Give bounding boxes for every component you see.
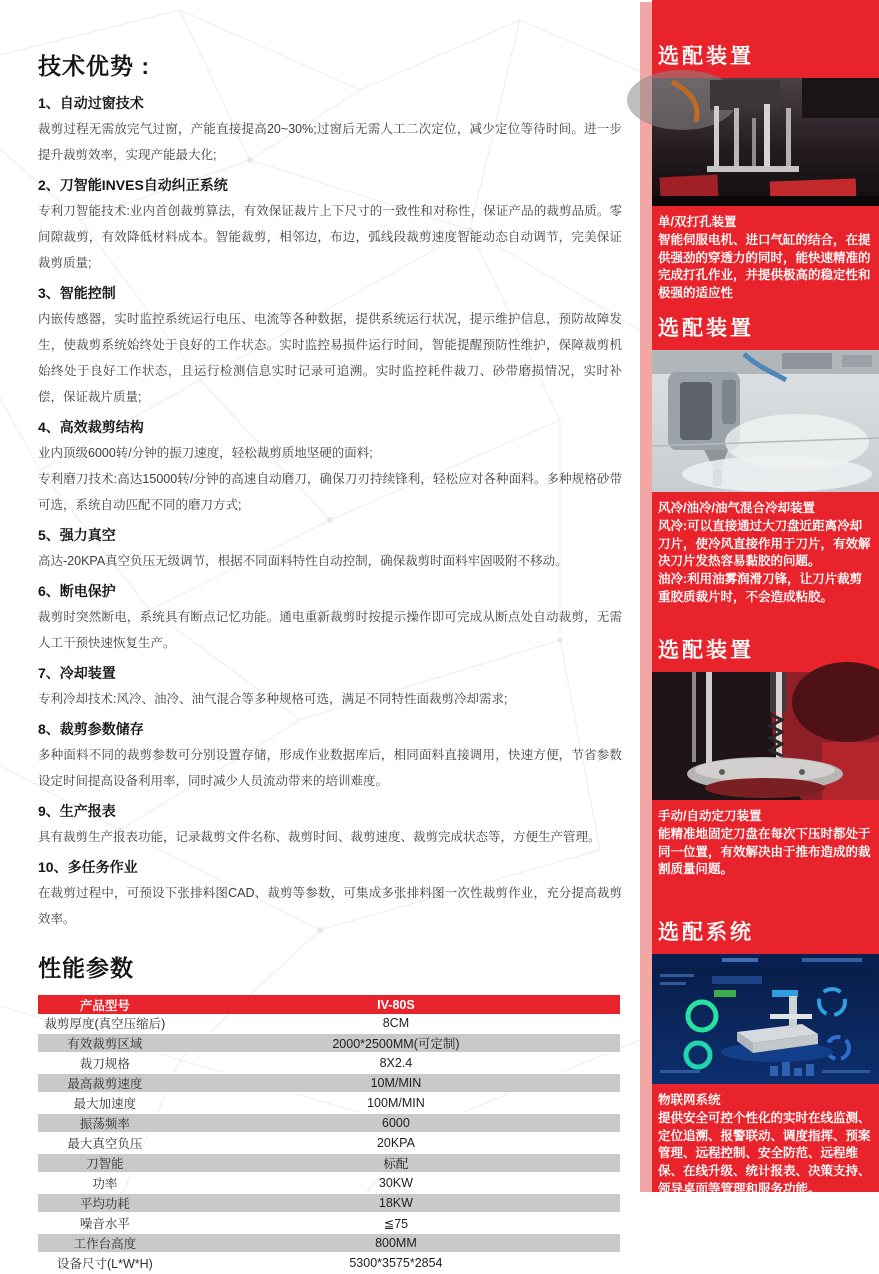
tech-section-title: 7、冷却装置 bbox=[38, 665, 116, 681]
spec-row-value: 2000*2500MM(可定制) bbox=[172, 1033, 620, 1053]
spec-row bbox=[38, 1033, 620, 1053]
sidebar-caption bbox=[652, 800, 879, 879]
performance-params-heading: 性能参数 bbox=[38, 955, 134, 981]
spec-table bbox=[38, 995, 620, 1274]
tech-section-title: 8、裁剪参数储存 bbox=[38, 721, 144, 737]
tech-section bbox=[38, 417, 622, 518]
spec-row bbox=[38, 1213, 620, 1233]
tech-paragraph: 业内顶级6000转/分钟的振刀速度，轻松裁剪质地坚硬的面料; bbox=[38, 446, 373, 460]
tech-section-title: 3、智能控制 bbox=[38, 285, 116, 301]
tech-section-body bbox=[38, 198, 622, 276]
pink-accent-strip bbox=[640, 2, 652, 1192]
sidebar-section-cooling bbox=[652, 312, 879, 607]
spec-row-value: 8X2.4 bbox=[172, 1053, 620, 1073]
device-description: 风冷:可以直接通过大刀盘近距离冷却刀片，使冷风直接作用于刀片，有效解决刀片发热容易黏胶的问题。 bbox=[658, 518, 871, 569]
spec-row-label: 工作台高度 bbox=[38, 1233, 172, 1253]
tech-section-title: 2、刀智能INVES自动纠正系统 bbox=[38, 177, 228, 193]
tech-section bbox=[38, 801, 622, 850]
tech-section-body bbox=[38, 306, 622, 410]
spec-row-value: 100M/MIN bbox=[172, 1093, 620, 1113]
tech-paragraph: 具有裁剪生产报表功能，记录裁剪文件名称、裁剪时间、裁剪速度、裁剪完成状态等，方便生产管理。 bbox=[38, 830, 601, 844]
tech-section-body bbox=[38, 686, 622, 712]
spec-row-label: 最大加速度 bbox=[38, 1093, 172, 1113]
sidebar-section-title: 选配装置 bbox=[658, 45, 754, 68]
tech-paragraph: 在裁剪过程中，可预设下张排料图CAD、裁剪等参数，可集成多张排料图一次性裁剪作业，充分提高裁剪效率。 bbox=[38, 886, 622, 926]
spec-row bbox=[38, 1153, 620, 1173]
spec-row-value: 8CM bbox=[172, 1014, 620, 1033]
spec-row bbox=[38, 1233, 620, 1253]
device-description: 油冷:利用油雾润滑刀锋，让刀片裁剪重胶质裁片时，不会造成粘胶。 bbox=[658, 572, 863, 604]
spec-row bbox=[38, 1133, 620, 1153]
spec-row-label: 有效裁剪区域 bbox=[38, 1033, 172, 1053]
spec-row-label: 噪音水平 bbox=[38, 1213, 172, 1233]
tech-paragraph: 专利磨刀技术:高达15000转/分钟的高速自动磨刀，确保刀刃持续锋利，轻松应对各种面料。多种规格砂带可选，系统自动匹配不同的磨刀方式; bbox=[38, 472, 622, 512]
tech-section-body bbox=[38, 880, 622, 932]
spec-row-label: 平均功耗 bbox=[38, 1193, 172, 1213]
spec-row bbox=[38, 1173, 620, 1193]
tech-section-title: 9、生产报表 bbox=[38, 803, 116, 819]
tech-section-body bbox=[38, 440, 622, 518]
sidebar-caption bbox=[652, 1084, 879, 1199]
spec-row-label: 最大真空负压 bbox=[38, 1133, 172, 1153]
tech-paragraph: 高达-20KPA真空负压无级调节，根据不同面料特性自动控制，确保裁剪时面料牢固吸附不移动。 bbox=[38, 554, 568, 568]
knife-fixing-device-photo bbox=[652, 672, 879, 800]
spec-row-label: 裁刀规格 bbox=[38, 1053, 172, 1073]
tech-section-title: 10、多任务作业 bbox=[38, 859, 138, 875]
spec-row-label: 裁剪厚度(真空压缩后) bbox=[38, 1014, 172, 1033]
cooling-device-photo bbox=[652, 350, 879, 492]
tech-section-body bbox=[38, 548, 622, 574]
tech-paragraph: 裁剪过程无需放完气过窗，产能直接提高20~30%;过窗后无需人工二次定位，减少定位等待时间。进一步提升裁剪效率，实现产能最大化; bbox=[38, 122, 622, 162]
spec-row bbox=[38, 1193, 620, 1213]
sidebar-section-title: 选配装置 bbox=[658, 639, 754, 662]
spec-row bbox=[38, 1053, 620, 1073]
tech-sections bbox=[38, 93, 622, 932]
spec-row-value: 18KW bbox=[172, 1193, 620, 1213]
tech-section-title: 5、强力真空 bbox=[38, 527, 116, 543]
tech-section-body bbox=[38, 604, 622, 656]
device-name: 单/双打孔装置 bbox=[658, 215, 737, 229]
iot-dashboard-photo bbox=[652, 954, 879, 1084]
options-sidebar bbox=[640, 0, 879, 1196]
tech-section bbox=[38, 719, 622, 794]
spec-row bbox=[38, 1093, 620, 1113]
tech-section bbox=[38, 283, 622, 410]
sidebar-section-title: 选配系统 bbox=[658, 921, 754, 944]
punch-device-photo bbox=[652, 78, 879, 206]
spec-row-value: 标配 bbox=[172, 1153, 620, 1173]
spec-row-value: ≦75 bbox=[172, 1213, 620, 1233]
device-name: 手动/自动定刀装置 bbox=[658, 809, 762, 823]
device-name: 物联网系统 bbox=[658, 1093, 721, 1107]
sidebar-caption bbox=[652, 492, 879, 607]
tech-paragraph: 多种面料不同的裁剪参数可分别设置存储，形成作业数据库后，相同面料直接调用，快速方便，节省参数设定时间提高设备利用率，同时减少人员流动带来的培训难度。 bbox=[38, 748, 622, 788]
tech-paragraph: 专利刀智能技术:业内首创裁剪算法，有效保证裁片上下尺寸的一致性和对称性，保证产品的裁剪品质。零间隙裁剪，有效降低材料成本。智能裁剪，相邻边，布边，弧线段裁剪速度智能动态自动调节，完美保证裁剪质量; bbox=[38, 204, 622, 270]
sidebar-caption bbox=[652, 206, 879, 303]
spec-row-label: 最高裁剪速度 bbox=[38, 1073, 172, 1093]
spec-row-value: 10M/MIN bbox=[172, 1073, 620, 1093]
tech-section bbox=[38, 857, 622, 932]
sidebar-section-title: 选配装置 bbox=[658, 317, 754, 340]
tech-section-body bbox=[38, 116, 622, 168]
device-description: 能精准地固定刀盘在每次下压时都处于同一位置，有效解决由于推布造成的裁割质量问题。 bbox=[658, 826, 871, 877]
spec-table-header-row bbox=[38, 995, 620, 1014]
spec-row-value: 5300*3575*2854 bbox=[172, 1253, 620, 1273]
spec-row-value: 6000 bbox=[172, 1113, 620, 1133]
tech-section-title: 1、自动过窗技术 bbox=[38, 95, 144, 111]
tech-section-title: 4、高效裁剪结构 bbox=[38, 419, 144, 435]
spec-header-value: IV-80S bbox=[377, 997, 415, 1012]
tech-section-body bbox=[38, 824, 622, 850]
tech-section-title: 6、断电保护 bbox=[38, 583, 116, 599]
spec-row bbox=[38, 1073, 620, 1093]
tech-paragraph: 裁剪时突然断电，系统具有断点记忆功能。通电重新裁剪时按提示操作即可完成从断点处自动裁剪，无需人工干预快速恢复生产。 bbox=[38, 610, 622, 650]
tech-advantages-heading: 技术优势 : bbox=[38, 53, 151, 79]
tech-section bbox=[38, 175, 622, 276]
tech-paragraph: 专利冷却技术:风冷、油冷、油气混合等多种规格可选，满足不同特性面裁剪冷却需求; bbox=[38, 692, 508, 706]
sidebar-section-knife-fixing bbox=[652, 634, 879, 879]
spec-table-body bbox=[38, 1014, 620, 1273]
spec-row-label: 功率 bbox=[38, 1173, 172, 1193]
tech-section-body bbox=[38, 742, 622, 794]
spec-row bbox=[38, 1253, 620, 1273]
spec-row bbox=[38, 1113, 620, 1133]
tech-section bbox=[38, 581, 622, 656]
device-description: 提供安全可控个性化的实时在线监测、定位追溯、报警联动、调度指挥、预案管理、远程控制、安全防范、远程维保、在线升级、统计报表、决策支持、领导桌面等管理和服务功能。 bbox=[658, 1110, 871, 1196]
sidebar-section-iot bbox=[652, 916, 879, 1199]
tech-section bbox=[38, 525, 622, 574]
device-name: 风冷/油冷/油气混合冷却装置 bbox=[658, 501, 815, 515]
sidebar-section-punch bbox=[652, 40, 879, 303]
spec-row-value: 20KPA bbox=[172, 1133, 620, 1153]
spec-row bbox=[38, 1014, 620, 1033]
spec-row-label: 刀智能 bbox=[38, 1153, 172, 1173]
spec-row-label: 振荡频率 bbox=[38, 1113, 172, 1133]
sidebar-red-panel bbox=[652, 0, 879, 1196]
tech-paragraph: 内嵌传感器，实时监控系统运行电压、电流等各种数据，提供系统运行状况，提示维护信息，预防故障发生，使裁剪系统始终处于良好的工作状态。实时监控易损件运行时间，智能提醒预防性维护，保障裁剪机始终处于良好工作状态，且运行检测信息实时记录可追溯。实时监控耗件裁刀、砂带磨损情况，实时补偿，保证裁片质量; bbox=[38, 312, 622, 404]
device-description: 智能伺服电机、进口气缸的结合，在提供强劲的穿透力的同时，能快速精准的完成打孔作业，并提供极高的稳定性和极强的适应性 bbox=[658, 232, 871, 300]
tech-section bbox=[38, 663, 622, 712]
spec-row-label: 设备尺寸(L*W*H) bbox=[38, 1253, 172, 1273]
spec-row-value: 30KW bbox=[172, 1173, 620, 1193]
spec-row-value: 800MM bbox=[172, 1233, 620, 1253]
spec-header-label: 产品型号 bbox=[79, 998, 130, 1013]
tech-section bbox=[38, 93, 622, 168]
